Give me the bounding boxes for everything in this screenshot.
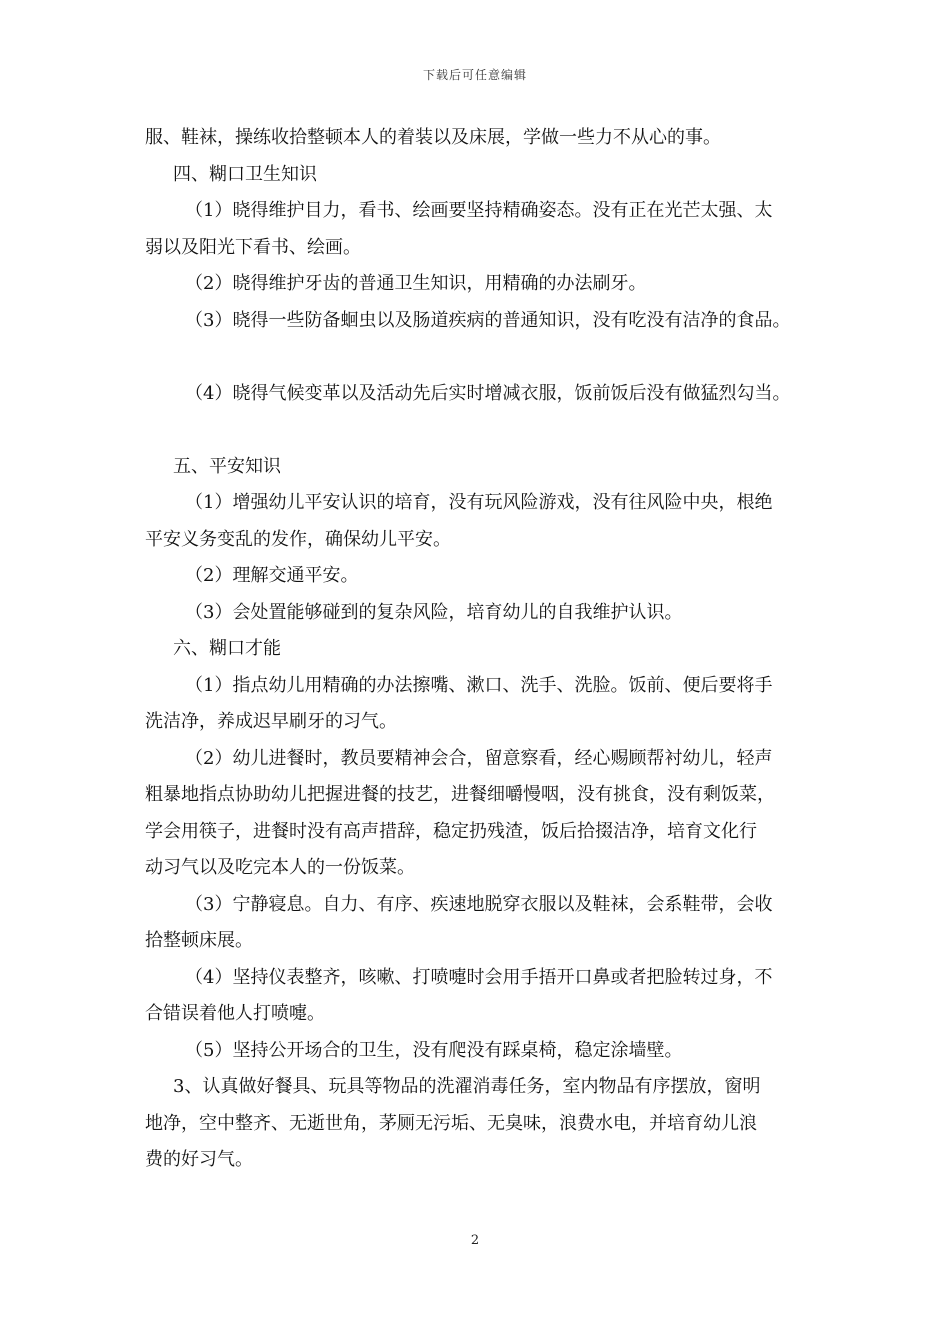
page-header: 下载后可任意编辑: [422, 68, 527, 82]
section-heading: 六、糊口才能: [173, 638, 281, 659]
paragraph-line: （2）幼儿进餐时，教员要精神会合，留意察看，经心赐顾帮衬幼儿，轻声: [185, 747, 773, 769]
paragraph-line: 拾整顿床展。: [145, 930, 253, 951]
paragraph-line: 动习气以及吃完本人的一份饭菜。: [145, 857, 415, 878]
paragraph-line: （1）晓得维护目力，看书、绘画要坚持精确姿态。没有正在光芒太强、太: [185, 200, 773, 221]
paragraph-line: 平安义务变乱的发作，确保幼儿平安。: [145, 528, 451, 550]
paragraph-line: （4）坚持仪表整齐，咳嗽、打喷嚏时会用手捂开口鼻或者把脸转过身，不: [185, 966, 773, 988]
document-body: [145, 120, 820, 1179]
paragraph-line: 费的好习气。: [145, 1149, 253, 1170]
paragraph-line: 3、认真做好餐具、玩具等物品的洗濯消毒任务，室内物品有序摆放，窗明: [173, 1076, 761, 1097]
paragraph-line: （5）坚持公开场合的卫生，没有爬没有踩桌椅，稳定涂墙壁。: [185, 1039, 683, 1061]
page-number: 2: [470, 1233, 480, 1248]
paragraph-line: （3）晓得一些防备蛔虫以及肠道疾病的普通知识，没有吃没有洁净的食品。: [185, 309, 791, 331]
paragraph-line: （3）宁静寝息。自力、有序、疾速地脱穿衣服以及鞋袜，会系鞋带，会收: [185, 893, 773, 915]
paragraph-line: 合错误着他人打喷嚏。: [145, 1003, 325, 1024]
paragraph-line: 学会用筷子，进餐时没有高声措辞，稳定扔残渣，饭后拾掇洁净，培育文化行: [145, 820, 757, 842]
section-heading: 五、平安知识: [173, 455, 281, 477]
paragraph-line: （2）理解交通平安。: [185, 565, 359, 586]
paragraph-line: 服、鞋袜，操练收拾整顿本人的着装以及床展，学做一些力不从心的事。: [145, 127, 721, 148]
paragraph-line: 粗暴地指点协助幼儿把握进餐的技艺，进餐细嚼慢咽，没有挑食，没有剩饭菜，: [145, 784, 775, 805]
paragraph-line: （4）晓得气候变革以及活动先后实时增减衣服，饭前饭后没有做猛烈勾当。: [185, 382, 791, 404]
paragraph-line: 地净，空中整齐、无逝世角，茅厕无污垢、无臭味，浪费水电，并培育幼儿浪: [145, 1112, 757, 1134]
section-heading: 四、糊口卫生知识: [173, 163, 317, 185]
paragraph-line: （1）指点幼儿用精确的办法擦嘴、漱口、洗手、洗脸。饭前、便后要将手: [185, 674, 773, 696]
paragraph-line: （1）增强幼儿平安认识的培育，没有玩风险游戏，没有往风险中央，根绝: [185, 492, 773, 513]
paragraph-line: 洗洁净，养成迟早刷牙的习气。: [145, 711, 397, 732]
paragraph-line: 弱以及阳光下看书、绘画。: [145, 236, 361, 258]
paragraph-line: （2）晓得维护牙齿的普通卫生知识，用精确的办法刷牙。: [185, 273, 647, 294]
paragraph-line: （3）会处置能够碰到的复杂风险，培育幼儿的自我维护认识。: [185, 601, 683, 623]
